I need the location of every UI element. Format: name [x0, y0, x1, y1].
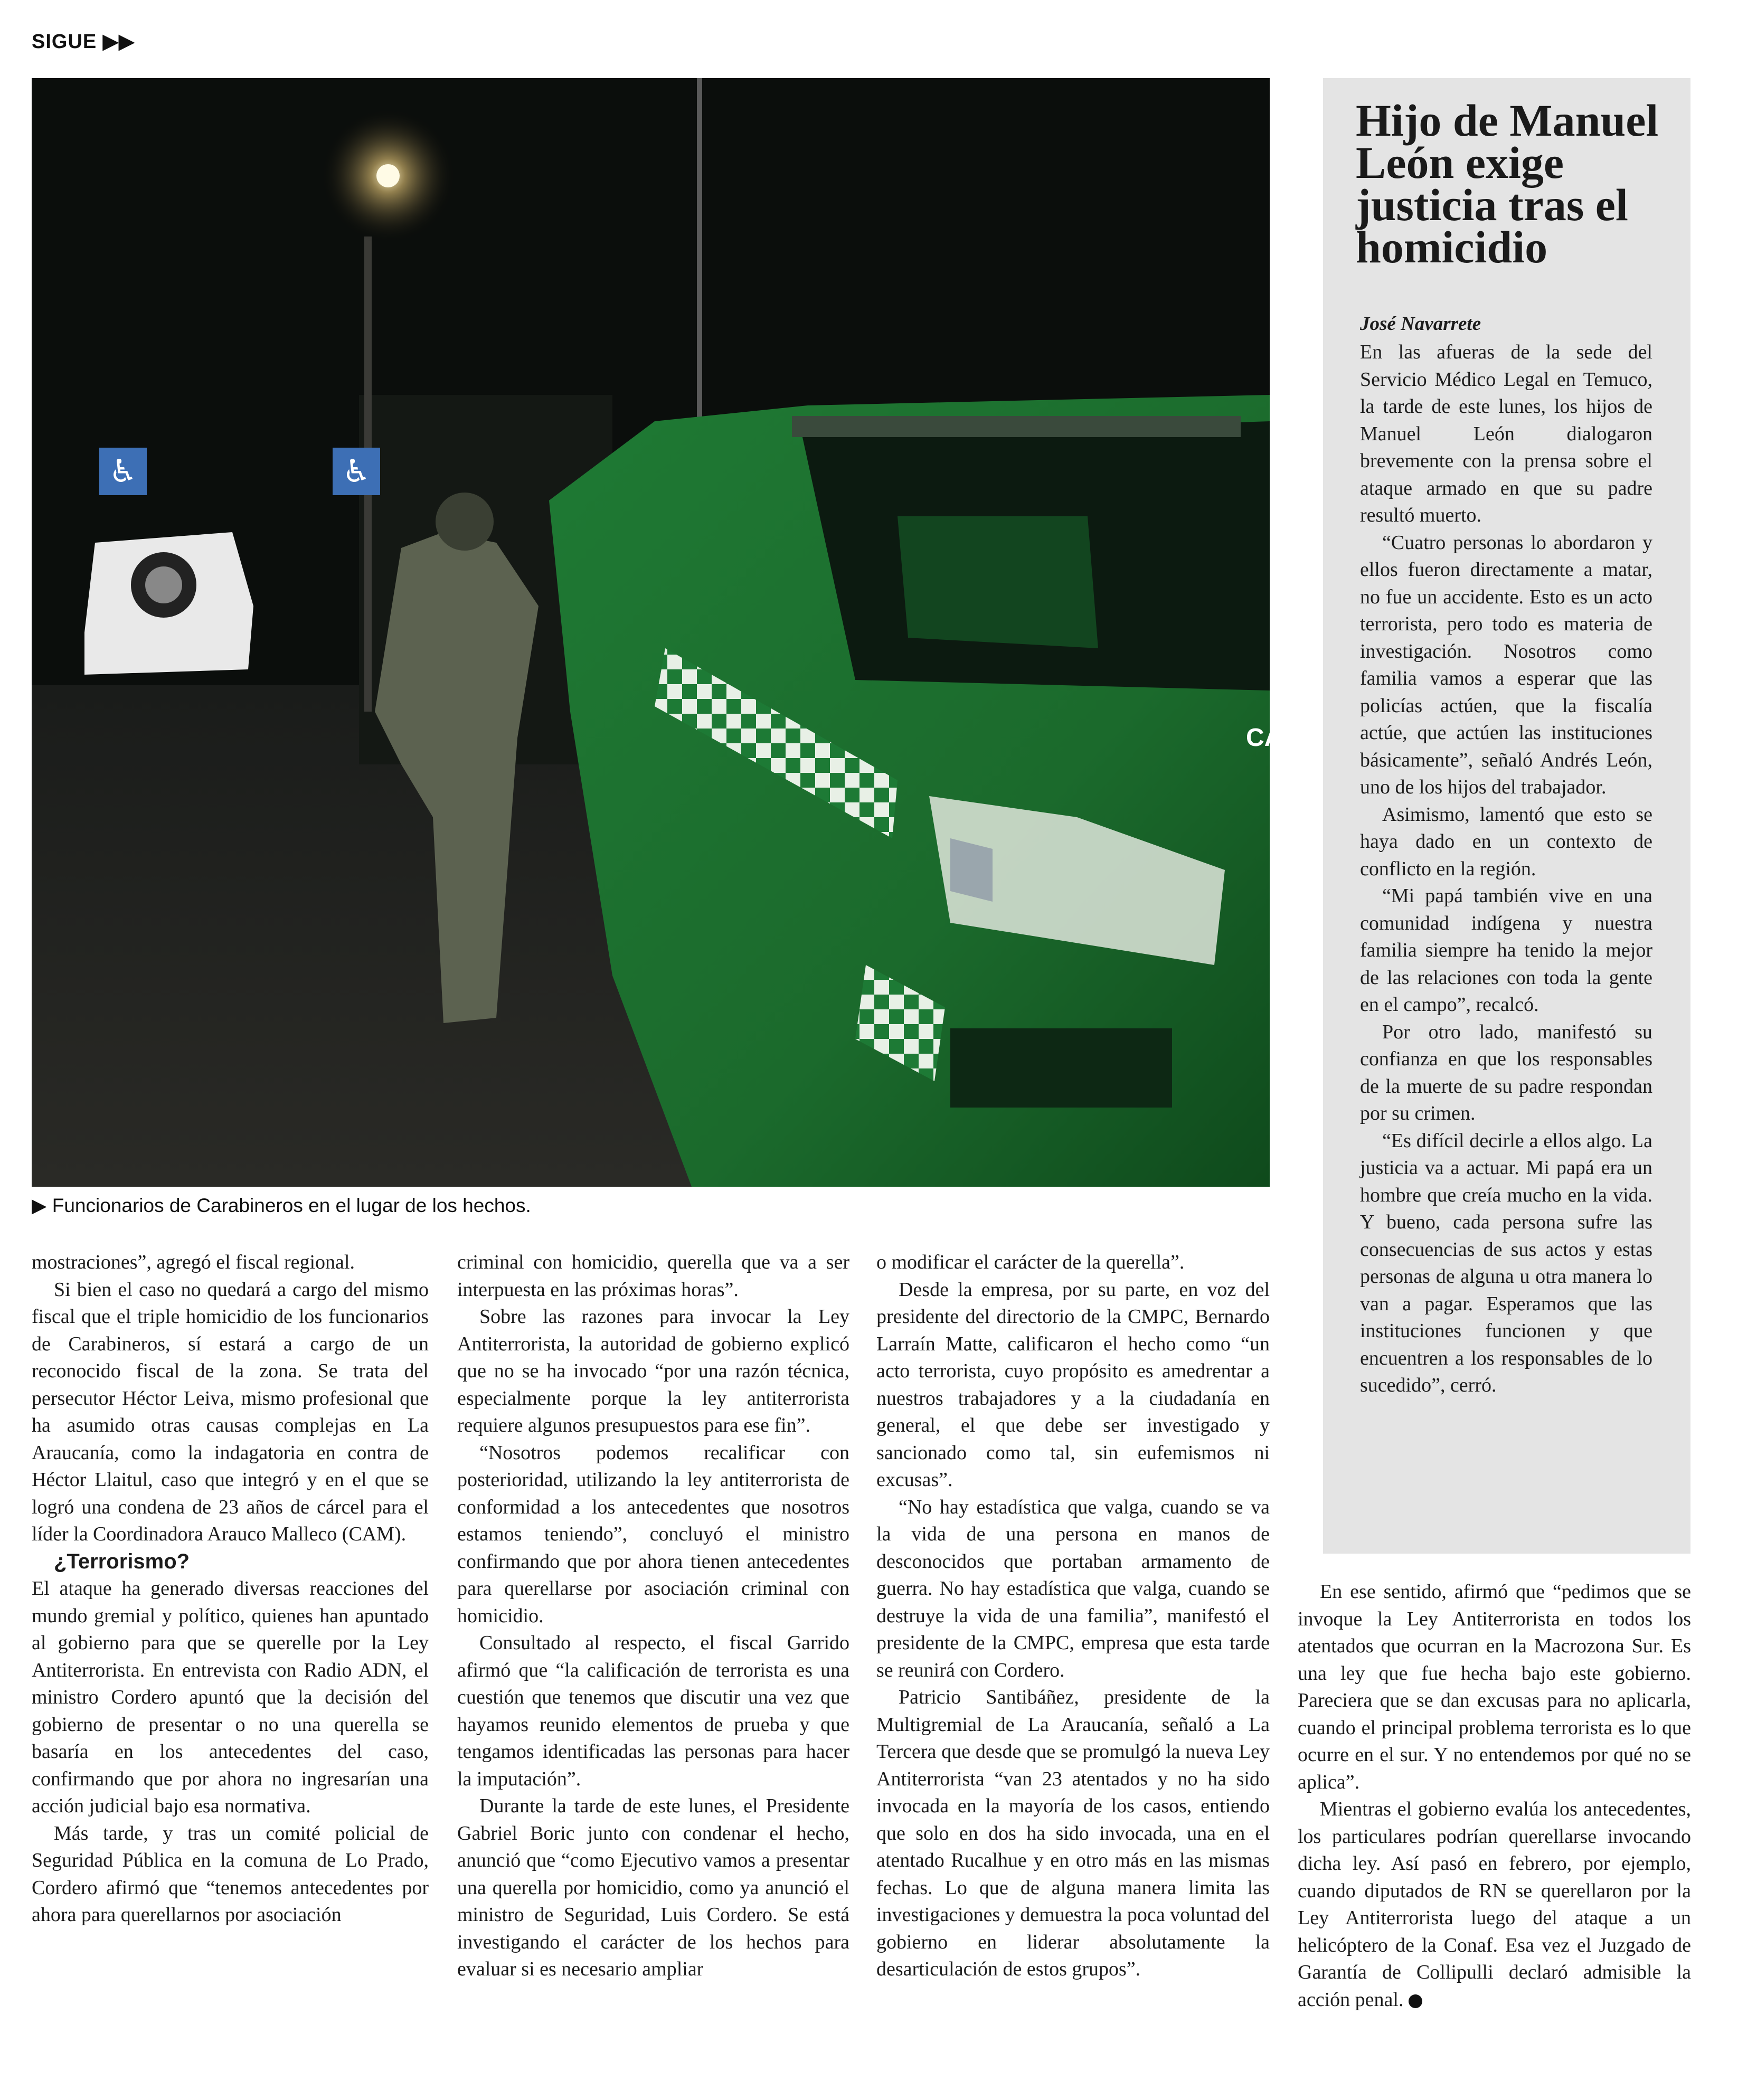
vehicle-lettering: CA [1246, 724, 1283, 752]
article-paragraph [1298, 1796, 1691, 2013]
sigue-label: SIGUE ▶▶ [32, 31, 135, 53]
sidebar-paragraph: Por otro lado, manifestó su confianza en que los responsables de la muerte de su padre respondan por su crimen. [1360, 1020, 1652, 1124]
sidebar-body [1360, 339, 1652, 1399]
article-paragraph: En ese sentido, afirmó que “pedimos que se invoque la Ley Antiterrorista en todos los atentados que ocurran en la Macrozona Sur. Es una ley que fue hecha bajo este gobierno. Pareciera que se dan excusas para no aplicarla, cuando el principal problema terrorista es lo que ocurre en el sur. Y no entendemos por qué no se aplica”. [1298, 1581, 1691, 1793]
svg-text:♿: ♿ [109, 453, 137, 490]
article-column-1 [32, 1249, 429, 1929]
article-paragraph: Desde la empresa, por su parte, en voz del presidente del directorio de la CMPC, Bernardo Larraín Matte, calificaron el hecho como “un acto terrorista, cuyo propósito es amedrentar a nuestros trabajadores y a la ciudadanía en general, el que debe ser investigado y sancionado como tal, sin eufemismos ni excusas”. [876, 1278, 1270, 1491]
section-subhead: ¿Terrorismo? [54, 1549, 190, 1573]
article-paragraph: Patricio Santibáñez, presidente de la Multigremial de La Araucanía, señaló a La Tercera que desde que se promulgó la nueva Ley Antiterrorista “van 23 atentados y no ha sido invocada en la mayoría de los casos, entiendo que solo en dos ha sido invocada, una en el atentado Rucalhue y en otro más en las mismas fechas. Lo que de alguna manera limita las investigaciones y demuestra la poca voluntad del gobierno en liderar absolutamente la desarticulación de estos grupos”. [876, 1686, 1270, 1980]
article-column-4 [1298, 1578, 1691, 2013]
photo-caption: ▶ Funcionarios de Carabineros en el lugar de los hechos. [32, 1195, 531, 1216]
article-paragraph: Sobre las razones para invocar la Ley Antiterrorista, la autoridad de gobierno explicó que no se ha invocado “por una razón técnica, especialmente porque la ley antiterrorista requiere algunos presupuestos para ese fin”. [457, 1306, 849, 1436]
sidebar-paragraph: “Cuatro personas lo abordaron y ellos fueron directamente a matar, no fue un accidente. Esto es un acto terrorista, pero todo es materia de investigación. Nosotros como familia vamos a esperar que las policías actúen, que la fiscalía actúe, que actúen las instituciones básicamente”, señaló Andrés León, uno de los hijos del trabajador. [1360, 531, 1652, 798]
sidebar-byline: José Navarrete [1360, 313, 1481, 335]
end-mark-icon [1409, 1994, 1422, 2008]
article-paragraph: “No hay estadística que valga, cuando se va la vida de una persona en manos de desconocidos que portaban armamento de guerra. No hay estadística que valga, cuando se destruye la vida de una familia”, manifestó el presidente de la CMPC, empresa que esta tarde se reunirá con Cordero. [876, 1496, 1270, 1681]
article-paragraph: Si bien el caso no quedará a cargo del mismo fiscal que el triple homicidio de los funcionarios de Carabineros, sí estará a cargo de un reconocido fiscal de la zona. Se trata del persecutor Héctor Leiva, mismo profesional que ha asumido otras causas complejas en La Araucanía, como la indagatoria en contra de Héctor Llaitul, caso que integró y en el que se logró una condena de 23 años de cárcel para el líder la Coordinadora Arauco Malleco (CAM). [32, 1278, 429, 1545]
sidebar-headline: Hijo de Manuel León exige justicia tras el homicidio [1356, 95, 1659, 272]
sidebar-paragraph: “Es difícil decirle a ellos algo. La justicia va a actuar. Mi papá era un hombre que creía mucho en la vida. Y bueno, cada persona sufre las consecuencias de sus actos y estas personas de alguna u otra manera lo van a pagar. Esperamos que las instituciones funcionen y que encuentren a los responsables de lo sucedido”, cerró. [1360, 1129, 1652, 1396]
night-scene-illustration [32, 78, 1283, 1187]
article-paragraph: mostraciones”, agregó el fiscal regional. [32, 1251, 355, 1273]
svg-text:♿: ♿ [342, 453, 371, 490]
sidebar-paragraph: En las afueras de la sede del Servicio Médico Legal en Temuco, la tarde de este lunes, los hijos de Manuel León dialogaron brevemente con la prensa sobre el ataque armado en que su padre resultó muerto. [1360, 341, 1652, 526]
article-paragraph: “Nosotros podemos recalificar con posterioridad, utilizando la ley antiterrorista de conformidad a los antecedentes que nosotros estamos teniendo”, concluyó el ministro confirmando que por ahora tienen antecedentes para querellarse por asociación criminal con homicidio. [457, 1441, 849, 1627]
article-column-2 [457, 1249, 849, 1983]
article-paragraph: criminal con homicidio, querella que va a ser interpuesta en las próximas horas”. [457, 1251, 849, 1301]
article-paragraph: El ataque ha generado diversas reacciones del mundo gremial y político, quienes han apuntado al gobierno para que se querelle por la Ley Antiterrorista. En entrevista con Radio ADN, el ministro Cordero apuntó que la decisión del gobierno de presentar o no una querella se basaría en los antecedentes del caso, confirmando que por ahora no ingresarían una acción judicial bajo esa normativa. [32, 1577, 429, 1817]
news-photo [32, 78, 1283, 1187]
sidebar-paragraph: Asimismo, lamentó que esto se haya dado en un contexto de conflicto en la región. [1360, 803, 1652, 880]
sidebar-paragraph: “Mi papá también vive en una comunidad indígena y nuestra familia siempre ha tenido la mejor de las relaciones con toda la gente en el campo”, recalcó. [1360, 885, 1652, 1016]
article-final-text: Mientras el gobierno evalúa los antecedentes, los particulares podrían querellarse invocando dicha ley. Así pasó en febrero, por ejemplo, cuando diputados de RN se querellaron por la Ley Antiterrorista luego del ataque a un helicóptero de la Conaf. Esa vez el Juzgado de Garantía de Collipulli declaró admisible la acción penal. [1298, 1798, 1691, 2011]
article-paragraph: o modificar el carácter de la querella”. [876, 1251, 1185, 1273]
article-paragraph: Más tarde, y tras un comité policial de Seguridad Pública en la comuna de Lo Prado, Cordero afirmó que “tenemos antecedentes por ahora para querellarnos por asociación [32, 1822, 429, 1926]
article-column-3 [876, 1249, 1270, 1983]
article-paragraph: Consultado al respecto, el fiscal Garrido afirmó que “la calificación de terrorista es una cuestión que tenemos que discutir una vez que hayamos reunido elementos de prueba y que tengamos identificadas las personas para hacer la imputación”. [457, 1632, 849, 1790]
article-paragraph: Durante la tarde de este lunes, el Presidente Gabriel Boric junto con condenar el hecho, anunció que “como Ejecutivo vamos a presentar una querella por homicidio, como ya anunció el ministro de Seguridad, Luis Cordero. Se está investigando el carácter de los hechos para evaluar si es necesario ampliar [457, 1795, 849, 1980]
